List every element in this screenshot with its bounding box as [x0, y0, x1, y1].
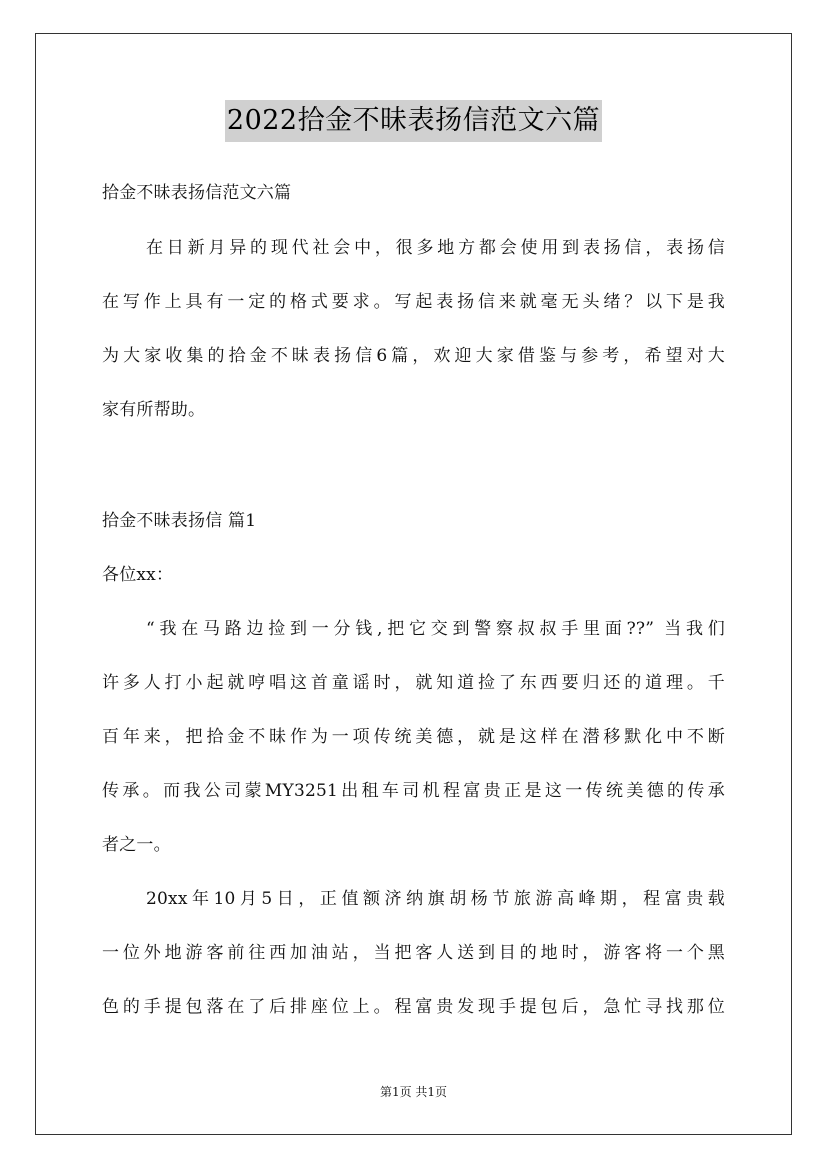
body-line: 20xx年10月5日，正值额济纳旗胡杨节旅游高峰期，程富贵载	[146, 889, 725, 909]
page-number-footer: 第1页 共1页	[379, 1085, 448, 1099]
greeting: 各位xx：	[102, 565, 174, 585]
intro-line: 为大家收集的拾金不昧表扬信6篇，欢迎大家借鉴与参考，希望对大	[102, 346, 725, 366]
body-line: 传承。而我公司蒙MY3251出租车司机程富贵正是这一传统美德的传承	[102, 781, 725, 801]
body-line: 百年来，把拾金不昧作为一项传统美德，就是这样在潜移默化中不断	[102, 727, 725, 747]
title-container	[0, 100, 827, 142]
body-line: 者之一。	[102, 835, 171, 855]
body-line: 色的手提包落在了后排座位上。程富贵发现手提包后，急忙寻找那位	[102, 997, 725, 1017]
body-line: 许多人打小起就哼唱这首童谣时，就知道捡了东西要归还的道理。千	[102, 673, 725, 693]
subtitle: 拾金不昧表扬信范文六篇	[102, 183, 292, 203]
intro-line: 在写作上具有一定的格式要求。写起表扬信来就毫无头绪？以下是我	[102, 292, 725, 312]
intro-line: 家有所帮助。	[102, 400, 206, 420]
intro-line: 在日新月异的现代社会中，很多地方都会使用到表扬信，表扬信	[146, 238, 725, 258]
document-title: 2022拾金不昧表扬信范文六篇	[225, 100, 602, 142]
section-heading: 拾金不昧表扬信 篇1	[102, 511, 257, 531]
body-line: “我在马路边捡到一分钱,把它交到警察叔叔手里面??” 当我们	[146, 619, 725, 639]
body-line: 一位外地游客前往西加油站，当把客人送到目的地时，游客将一个黑	[102, 943, 725, 963]
